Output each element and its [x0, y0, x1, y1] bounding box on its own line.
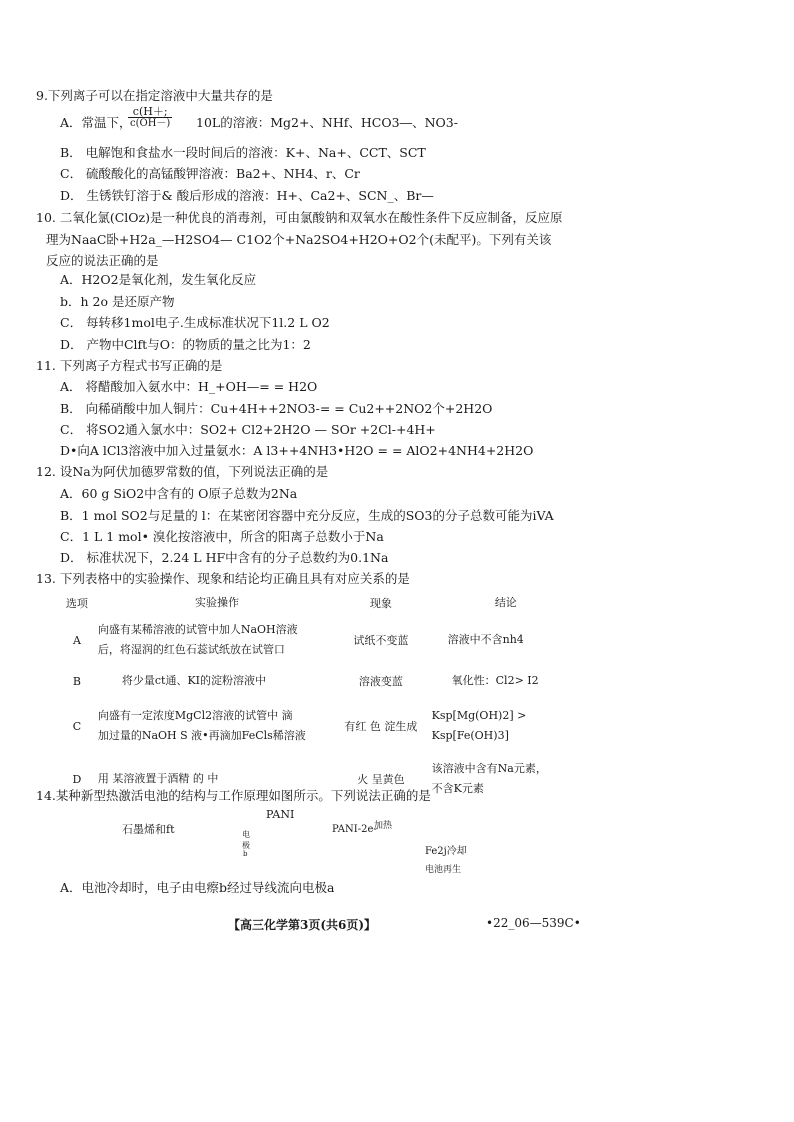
row-phenomenon: 溶液变蓝 [358, 675, 403, 688]
diagram-regen-label: 电池再生 [425, 865, 462, 875]
diagram-pani-label: PANI [266, 808, 295, 821]
operation-line: 向盛有某稀溶液的试管中加人NaOH溶液 [97, 623, 298, 636]
diagram-electrode-label: 电 [242, 830, 250, 839]
q9-option-a [60, 113, 132, 131]
conclusion-line: 该溶液中含有Na元素， [431, 762, 547, 775]
diagram-fe-cool-label: Fe2j冷却 [425, 846, 467, 857]
q9-a-fraction [128, 106, 172, 129]
table-row [56, 664, 586, 698]
q9-option-b: B． 电解饱和食盐水一段时间后的溶液：K+、Na+、CCT、SCT [60, 145, 426, 160]
q11-option-a: A． 将醋酸加入氨水中：H_+OH—= = H2O [60, 379, 318, 394]
q10-option-a: A．H2O2是氧化剂，发生氧化反应 [60, 272, 257, 287]
q9-a-numerator: c(H＋; [128, 106, 172, 118]
row-operation [98, 698, 336, 754]
q11-option-b: B． 向稀硝酸中加人铜片：Cu+4H++2NO3-= = Cu2++2NO2个+2H2O [60, 401, 493, 416]
diagram-electrode-label-2: 极 [242, 841, 250, 850]
row-option: C [72, 719, 82, 733]
conclusion-line: Ksp[Fe(OH)3] [431, 729, 509, 742]
conclusion-line: Ksp[Mg(OH)2] > [431, 709, 527, 722]
q10-line2: 理为NaaC卧+H2a_—H2SO4— C1O2个+Na2SO4+H2O+O2个(未配平)。下列有关该 [46, 232, 552, 247]
diagram-pani-reaction: PANI-2e- [332, 824, 377, 835]
row-option: D [72, 772, 82, 786]
row-phenomenon: 有红 色 淀生成 [344, 720, 418, 733]
table-header-row [56, 590, 586, 616]
row-conclusion: 溶液中不含nh4 [447, 633, 524, 646]
q10-option-c: C． 每转移1mol电子.生成标准状况下1l.2 L O2 [60, 315, 330, 330]
q12-option-b: B．1 mol SO2与足量的 l：在某密闭容器中充分反应，生成的SO3的分子总数可能为iVA [60, 508, 554, 523]
q10-stem: 10. 二氧化氯(ClOz)是一种优良的消毒剂，可由氯酸钠和双氧水在酸性条件下反应制备，反应原 [36, 210, 563, 225]
operation-line: 加过量的NaOH S 液•再滴加FeCls稀溶液 [97, 729, 306, 742]
row-option: B [72, 674, 81, 688]
q10-line3: 反应的说法正确的是 [46, 253, 159, 268]
q14-stem: 14.某种新型热激活电池的结构与工作原理如图所示。下列说法正确的是 [36, 788, 431, 803]
q12-stem: 12. 设Na为阿伏加德罗常数的值，下列说法正确的是 [36, 464, 329, 479]
row-phenomenon: 火 呈黄色 [357, 773, 405, 786]
operation-line: 后，将湿润的红色石蕊试纸放在试管口 [97, 643, 285, 656]
q11-stem: 11. 下列离子方程式书写正确的是 [36, 358, 223, 373]
row-conclusion: 氧化性：Cl2> I2 [451, 674, 539, 687]
conclusion-line: 不含K元素 [431, 782, 484, 795]
header-conclusion: 结论 [494, 596, 517, 609]
q12-option-d: D． 标准状况下，2.24 L HF中含有的分子总数约为0.1Na [60, 550, 389, 565]
row-operation: 将少量ct通、KI的淀粉溶液中 [121, 674, 267, 687]
diagram-heat-label: 加热 [374, 821, 393, 831]
row-operation [98, 616, 336, 664]
q9-stem: 9.下列离子可以在指定溶液中大量共存的是 [36, 88, 273, 103]
q12-option-a: A．60 g SiO2中含有的 O原子总数为2Na [60, 486, 298, 501]
q11-option-d: D•向A lCl3溶液中加入过量氨水：A l3++4NH3•H2O = = AlO2+4NH4+2H2O [60, 443, 534, 458]
header-phenomenon: 现象 [369, 597, 392, 610]
q9-option-c: C． 硫酸酸化的高锰酸钾溶液：Ba2+、NH4、r、Cr [60, 166, 360, 181]
row-conclusion [426, 698, 586, 754]
diagram-left-label: 石墨烯和ft [122, 823, 175, 836]
operation-line: 向盛有一定浓度MgCl2溶液的试管中 滴 [97, 709, 293, 722]
row-operation: 用 某溶液置于酒精 的 中 [97, 772, 219, 785]
row-option: A [72, 633, 81, 647]
q13-stem: 13. 下列表格中的实验操作、现象和结论均正确且具有对应关系的是 [36, 571, 410, 586]
header-operation: 实验操作 [195, 596, 239, 609]
q11-option-c: C． 将SO2通入氯水中：SO2+ Cl2+2H2O — SOr +2Cl-+4H+ [60, 422, 436, 437]
table-row [56, 698, 586, 754]
row-conclusion [426, 754, 586, 804]
page-footer-title: 【高三化学第3页(共6页)】 [228, 918, 377, 932]
table-row [56, 616, 586, 664]
q9-option-d: D． 生锈铁钉溶于& 酸后形成的溶液：H+、Ca2+、SCN_、Br— [60, 188, 434, 203]
row-phenomenon: 试纸不变蓝 [353, 634, 409, 647]
diagram-electrode-label-3: b [243, 850, 248, 858]
q10-option-d: D． 产物中Clft与O：的物质的量之比为1：2 [60, 337, 311, 352]
q14-option-a: A．电池冷却时，电子由电瘵b经过导线流向电极a [60, 880, 335, 895]
q9-a-prefix: A．常温下， [60, 115, 132, 130]
q9-a-denominator: c(OH－) [130, 118, 171, 129]
q9-a-suffix: 10L的溶液：Mg2+、NHf、HCO3―、NO3- [196, 115, 458, 130]
q12-option-c: C．1 L 1 mol• 溴化按溶液中，所含的阳离子总数小于Na [60, 529, 384, 544]
q10-option-b: b．h 2o 是还原产物 [60, 294, 175, 309]
page-footer-code: •22_06—539C• [486, 916, 581, 930]
header-option: 选项 [65, 597, 88, 610]
experiment-table [56, 590, 586, 804]
